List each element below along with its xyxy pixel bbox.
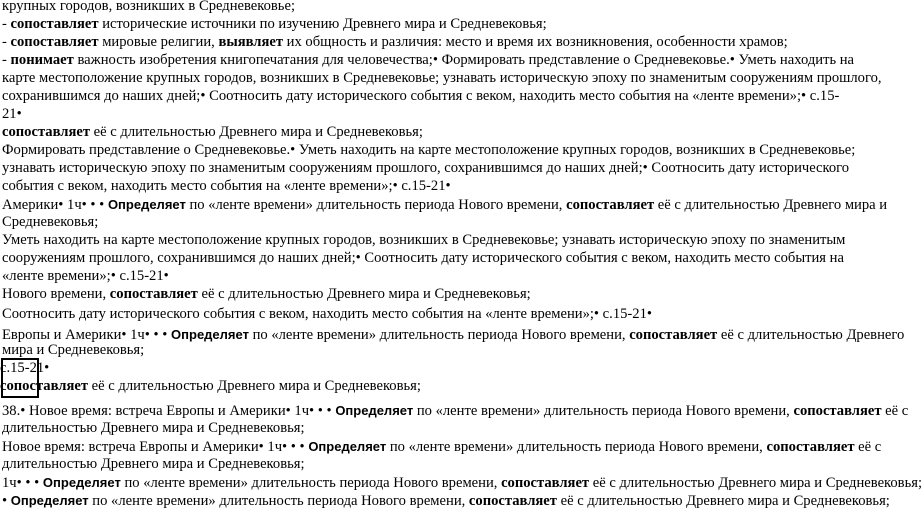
text-segment: узнавать историческую эпоху по знаменитым сооружениям прошлого, сохранившимся до наших дней;• Соотносить дату исторического [2, 160, 850, 176]
text-segment: её с длительностью Древнего мира и Средневековья; [88, 378, 421, 394]
text-segment: Формировать представление о Средневековье.• Уметь находить на карте местоположение крупных городов, возникших в Средневековье; [2, 142, 856, 158]
text-line [2, 106, 22, 124]
text-segment: карте местоположение крупных городов, возникших в Средневековье; узнавать историческую эпоху по знаменитым сооружениям прошлого, [2, 70, 882, 86]
bold-keyword: выявляет [218, 34, 284, 50]
bold-keyword: Определяет [171, 327, 249, 342]
text-segment: «ленте времени»;• с.15-21• [2, 268, 169, 284]
text-segment: 21• [2, 106, 22, 122]
text-segment: - [2, 16, 11, 32]
bold-keyword: сопоставляет [501, 475, 590, 491]
text-segment: Соотносить дату исторического события с веком, находить место события на «ленте времени»;• с.15-21• [2, 306, 652, 322]
text-line [2, 178, 451, 196]
bold-keyword: сопоставляет [109, 286, 198, 302]
text-line [2, 70, 882, 88]
text-segment: - [2, 52, 11, 68]
text-segment: по «ленте времени» длительность периода Нового времени, [248, 327, 630, 343]
text-segment: её с длительностью Древнего мира и Средневековья; [90, 124, 423, 140]
text-segment: мировые религии, [98, 34, 219, 50]
bold-keyword: сопоставляет [10, 16, 99, 32]
text-line [2, 52, 854, 70]
text-segment: по «ленте времени» длительность периода Нового времени, [120, 475, 502, 491]
text-line [2, 492, 890, 511]
text-line [2, 402, 908, 421]
text-segment: её с длительностью Древнего мира и Средневековья; [197, 286, 531, 302]
text-line [2, 196, 887, 215]
bold-keyword: сопоставляет [629, 327, 718, 343]
text-segment: по «ленте времени» длительность периода Нового времени, [386, 439, 767, 455]
text-line [2, 456, 305, 474]
bold-keyword: Определяет [308, 439, 387, 454]
text-line [2, 420, 305, 438]
text-line [2, 306, 652, 324]
text-segment: - [2, 34, 11, 50]
text-line [2, 438, 881, 457]
text-segment: Нового времени, [2, 286, 110, 302]
text-segment: длительностью Древнего мира и Средневековья; [2, 420, 305, 436]
text-segment: крупных городов, возникших в Средневековье; [2, 0, 295, 14]
bold-keyword: сопоставляет [566, 197, 655, 213]
text-line [2, 474, 922, 493]
text-segment: Новое время: встреча Европы и Америки• 1ч• • • [2, 439, 309, 455]
bold-keyword: сопоставляет [766, 439, 855, 455]
bold-keyword: сопоставляет [468, 493, 557, 509]
text-line [2, 286, 531, 304]
bold-keyword: сопоставляет [10, 34, 99, 50]
text-segment: длительностью Древнего мира и Средневековья; [2, 456, 305, 472]
bold-keyword: понимает [10, 52, 74, 68]
text-line [2, 88, 839, 106]
empty-image-frame [1, 358, 39, 398]
text-segment: с.15-21• [0, 360, 50, 376]
text-line [2, 16, 547, 34]
text-segment: Средневековья; [2, 214, 99, 230]
text-line [2, 0, 295, 16]
text-line [2, 214, 98, 232]
text-segment: сооружениям прошлого, сохранившимся до наших дней;• Соотносить дату исторического события с веком, находить место события на [2, 250, 844, 266]
text-segment: Европы и Америки• 1ч• • • [2, 327, 172, 343]
bold-keyword: Определяет [335, 403, 414, 418]
text-segment: события с веком, находить место события на «ленте времени»;• с.15-21• [2, 178, 451, 194]
text-line [2, 342, 144, 360]
text-line [0, 378, 421, 396]
bold-keyword: сопоставляет [0, 378, 89, 394]
text-segment: её с [881, 403, 909, 419]
text-segment: 1ч• • • [2, 475, 43, 491]
text-segment: исторические источники по изучению Древнего мира и Средневековья; [98, 16, 547, 32]
text-segment: её с длительностью Древнего мира и Средневековья; [589, 475, 922, 491]
bold-keyword: Определяет [10, 493, 89, 508]
text-segment: по «ленте времени» длительность периода Нового времени, [413, 403, 794, 419]
text-segment: • [2, 493, 11, 509]
bold-keyword: Определяет [42, 475, 121, 490]
text-line [2, 124, 423, 142]
text-line [2, 34, 788, 52]
text-segment: важность изобретения книгопечатания для человечества;• Формировать представление о Средневековье.• Уметь находить на [73, 52, 855, 68]
text-segment: Уметь находить на карте местоположение крупных городов, возникших в Средневековье; узнавать историческую эпоху по знаменитым [2, 232, 846, 248]
text-segment: мира и Средневековья; [2, 342, 145, 358]
bold-keyword: Определяет [107, 197, 186, 212]
text-line [2, 232, 845, 250]
text-segment: по «ленте времени» длительность периода Нового времени, [88, 493, 469, 509]
text-segment: 38.• Новое время: встреча Европы и Америки• 1ч• • • [2, 403, 336, 419]
text-line [2, 160, 849, 178]
text-segment: её с [854, 439, 882, 455]
bold-keyword: сопоставляет [2, 124, 91, 140]
bold-keyword: сопоставляет [793, 403, 882, 419]
text-line [2, 268, 169, 286]
text-segment: по «ленте времени» длительность периода Нового времени, [185, 197, 567, 213]
text-segment: Америки• 1ч• • • [2, 197, 108, 213]
text-segment: её с длительностью Древнего мира и Средневековья; [556, 493, 890, 509]
text-segment: их общность и различия: место и время их возникновения, особенности храмов; [283, 34, 788, 50]
text-line [2, 142, 855, 160]
text-line [2, 250, 844, 268]
text-segment: её с длительностью Древнего мира и [654, 197, 888, 213]
text-segment: сохранившимся до наших дней;• Соотносить дату исторического события с веком, находить место события на «ленте времени»;• с.15- [2, 88, 840, 104]
text-segment: её с длительностью Древнего [717, 327, 905, 343]
